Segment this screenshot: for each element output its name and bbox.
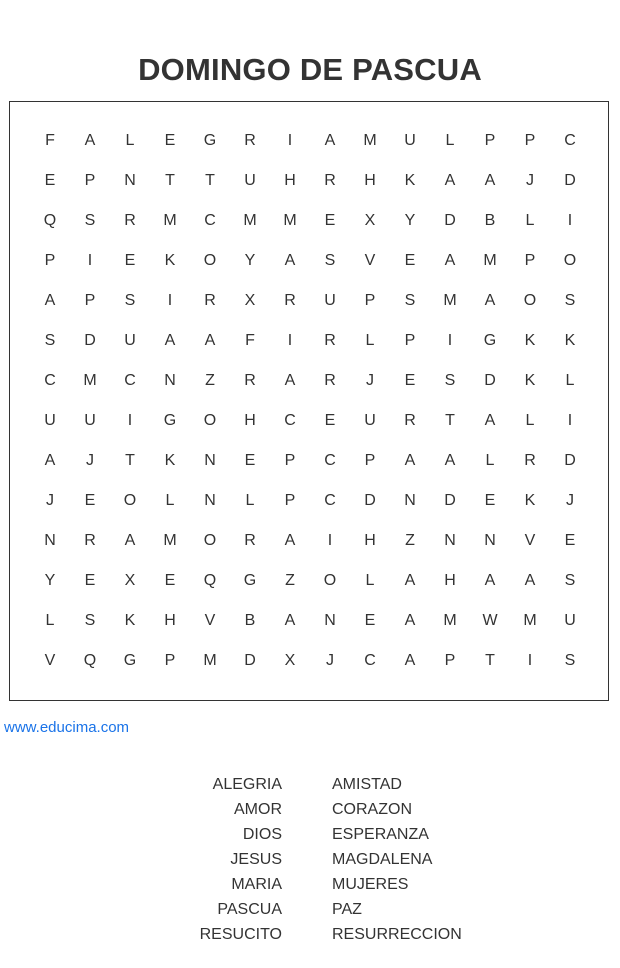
grid-letter[interactable]: L bbox=[445, 132, 455, 149]
grid-letter[interactable]: U bbox=[124, 332, 136, 349]
grid-letter[interactable]: I bbox=[567, 212, 573, 229]
grid-letter[interactable]: P bbox=[44, 252, 56, 269]
word-list-left-column bbox=[150, 772, 282, 947]
grid-letter[interactable]: A bbox=[444, 172, 456, 189]
grid-letter[interactable]: A bbox=[44, 292, 56, 309]
grid-letter[interactable]: M bbox=[443, 612, 457, 629]
page-title: DOMINGO DE PASCUA bbox=[138, 52, 482, 87]
grid-letter[interactable]: D bbox=[564, 452, 576, 469]
word-list-item: MUJERES bbox=[332, 876, 409, 893]
grid-letter[interactable]: A bbox=[284, 612, 296, 629]
grid-letter[interactable]: K bbox=[164, 252, 176, 269]
grid-letter[interactable]: M bbox=[163, 532, 177, 549]
grid-letter[interactable]: M bbox=[483, 252, 497, 269]
grid-letter[interactable]: I bbox=[287, 332, 293, 349]
grid-letter[interactable]: S bbox=[324, 252, 336, 269]
grid-letter[interactable]: U bbox=[44, 412, 56, 429]
grid-letter[interactable]: I bbox=[87, 252, 93, 269]
grid-letter[interactable]: R bbox=[324, 372, 336, 389]
grid-letter[interactable]: C bbox=[124, 372, 136, 389]
grid-letter[interactable]: U bbox=[364, 412, 376, 429]
grid-letter[interactable]: S bbox=[84, 212, 96, 229]
grid-letter[interactable]: X bbox=[284, 652, 296, 669]
grid-letter[interactable]: V bbox=[364, 252, 376, 269]
grid-letter[interactable]: X bbox=[244, 292, 256, 309]
grid-letter[interactable]: D bbox=[84, 332, 96, 349]
grid-letter[interactable]: A bbox=[404, 572, 416, 589]
grid-letter[interactable]: G bbox=[123, 652, 137, 669]
grid-letter[interactable]: I bbox=[447, 332, 453, 349]
grid-letter[interactable]: U bbox=[564, 612, 576, 629]
word-list-item: AMOR bbox=[234, 801, 282, 818]
grid-letter[interactable]: M bbox=[283, 212, 297, 229]
grid-letter[interactable]: M bbox=[523, 612, 537, 629]
grid-letter[interactable]: A bbox=[324, 132, 336, 149]
grid-letter[interactable]: Q bbox=[203, 572, 217, 589]
grid-letter[interactable]: K bbox=[524, 332, 536, 349]
site-link[interactable]: www.educima.com bbox=[4, 719, 130, 736]
grid-letter[interactable]: U bbox=[244, 172, 256, 189]
grid-letter[interactable]: L bbox=[565, 372, 575, 389]
grid-letter[interactable]: M bbox=[203, 652, 217, 669]
word-list-item: DIOS bbox=[242, 826, 282, 843]
grid-letter[interactable]: S bbox=[44, 332, 56, 349]
grid-letter[interactable]: K bbox=[524, 372, 536, 389]
grid-letter[interactable]: R bbox=[524, 452, 536, 469]
grid-letter[interactable]: L bbox=[45, 612, 55, 629]
grid-letter[interactable]: R bbox=[124, 212, 136, 229]
grid-letter[interactable]: L bbox=[125, 132, 135, 149]
grid-letter[interactable]: O bbox=[323, 572, 337, 589]
grid-letter[interactable]: C bbox=[324, 492, 336, 509]
grid-letter[interactable]: F bbox=[245, 332, 255, 349]
grid-letter[interactable]: I bbox=[167, 292, 173, 309]
grid-letter[interactable]: V bbox=[524, 532, 536, 549]
grid-letter[interactable]: E bbox=[404, 372, 416, 389]
grid-letter[interactable]: J bbox=[526, 172, 534, 189]
grid-letter[interactable]: H bbox=[244, 412, 256, 429]
grid-letter[interactable]: B bbox=[244, 612, 256, 629]
grid-letter[interactable]: I bbox=[287, 132, 293, 149]
grid-letter[interactable]: C bbox=[364, 652, 376, 669]
grid-letter[interactable]: Z bbox=[285, 572, 295, 589]
grid-letter[interactable]: S bbox=[444, 372, 456, 389]
grid-letter[interactable]: R bbox=[324, 332, 336, 349]
grid-letter[interactable]: Q bbox=[83, 652, 97, 669]
grid-letter[interactable]: A bbox=[524, 572, 536, 589]
grid-letter[interactable]: A bbox=[444, 452, 456, 469]
grid-letter[interactable]: I bbox=[567, 412, 573, 429]
grid-letter[interactable]: A bbox=[284, 252, 296, 269]
grid-letter[interactable]: A bbox=[404, 452, 416, 469]
grid-letter[interactable]: E bbox=[324, 212, 336, 229]
grid-letter[interactable]: N bbox=[204, 452, 216, 469]
word-list-item: PAZ bbox=[332, 901, 362, 918]
grid-letter[interactable]: S bbox=[404, 292, 416, 309]
grid-letter[interactable]: K bbox=[404, 172, 416, 189]
grid-letter[interactable]: G bbox=[163, 412, 177, 429]
grid-letter[interactable]: P bbox=[284, 492, 296, 509]
grid-letter[interactable]: J bbox=[86, 452, 94, 469]
word-list-item: MARIA bbox=[231, 876, 282, 893]
grid-letter[interactable]: E bbox=[44, 172, 56, 189]
grid-letter[interactable]: T bbox=[125, 452, 135, 469]
grid-letter[interactable]: M bbox=[363, 132, 377, 149]
grid-letter[interactable]: K bbox=[124, 612, 136, 629]
grid-letter[interactable]: E bbox=[404, 252, 416, 269]
grid-letter[interactable]: L bbox=[365, 332, 375, 349]
grid-letter[interactable]: E bbox=[164, 572, 176, 589]
grid-letter[interactable]: P bbox=[164, 652, 176, 669]
grid-letter[interactable]: S bbox=[564, 292, 576, 309]
grid-letter[interactable]: P bbox=[524, 252, 536, 269]
grid-letter[interactable]: V bbox=[44, 652, 56, 669]
grid-letter[interactable]: S bbox=[564, 572, 576, 589]
grid-letter[interactable]: C bbox=[204, 212, 216, 229]
grid-letter[interactable]: I bbox=[527, 652, 533, 669]
grid-letter[interactable]: L bbox=[525, 212, 535, 229]
grid-letter[interactable]: O bbox=[203, 252, 217, 269]
grid-letter[interactable]: O bbox=[203, 532, 217, 549]
grid-letter[interactable]: D bbox=[564, 172, 576, 189]
grid-letter[interactable]: A bbox=[84, 132, 96, 149]
grid-letter[interactable]: T bbox=[485, 652, 495, 669]
word-list-item: RESURRECCION bbox=[332, 926, 462, 943]
grid-letter[interactable]: Z bbox=[205, 372, 215, 389]
grid-letter[interactable]: R bbox=[404, 412, 416, 429]
grid-letter[interactable]: D bbox=[244, 652, 256, 669]
grid-letter[interactable]: R bbox=[244, 372, 256, 389]
grid-letter[interactable]: A bbox=[404, 652, 416, 669]
grid-letter[interactable]: H bbox=[444, 572, 456, 589]
grid-letter[interactable]: Y bbox=[244, 252, 256, 269]
grid-letter[interactable]: T bbox=[165, 172, 175, 189]
grid-letter[interactable]: A bbox=[484, 572, 496, 589]
grid-letter[interactable]: E bbox=[484, 492, 496, 509]
grid-letter[interactable]: P bbox=[524, 132, 536, 149]
grid-letter[interactable]: U bbox=[84, 412, 96, 429]
grid-letter[interactable]: E bbox=[84, 572, 96, 589]
grid-letter[interactable]: Q bbox=[43, 212, 57, 229]
grid-letter[interactable]: R bbox=[324, 172, 336, 189]
grid-letter[interactable]: H bbox=[364, 532, 376, 549]
grid-letter[interactable]: J bbox=[366, 372, 374, 389]
grid-letter[interactable]: T bbox=[445, 412, 455, 429]
grid-letter[interactable]: R bbox=[284, 292, 296, 309]
grid-letter[interactable]: A bbox=[404, 612, 416, 629]
grid-letter[interactable]: O bbox=[563, 252, 577, 269]
grid-letter[interactable]: K bbox=[524, 492, 536, 509]
grid-letter[interactable]: L bbox=[245, 492, 255, 509]
grid-letter[interactable]: E bbox=[84, 492, 96, 509]
grid-letter[interactable]: I bbox=[327, 532, 333, 549]
grid-letter[interactable]: C bbox=[564, 132, 576, 149]
grid-letter[interactable]: X bbox=[364, 212, 376, 229]
grid-letter[interactable]: V bbox=[204, 612, 216, 629]
grid-letter[interactable]: P bbox=[284, 452, 296, 469]
grid-letter[interactable]: C bbox=[324, 452, 336, 469]
grid-letter[interactable]: B bbox=[484, 212, 496, 229]
grid-letter[interactable]: Y bbox=[404, 212, 416, 229]
grid-letter[interactable]: J bbox=[566, 492, 574, 509]
grid-letter[interactable]: E bbox=[164, 132, 176, 149]
grid-letter[interactable]: O bbox=[123, 492, 137, 509]
grid-letter[interactable]: N bbox=[44, 532, 56, 549]
word-list-item: CORAZON bbox=[332, 801, 412, 818]
word-list-item: PASCUA bbox=[217, 901, 282, 918]
grid-letter[interactable]: S bbox=[564, 652, 576, 669]
grid-letter[interactable]: A bbox=[484, 172, 496, 189]
grid-letter[interactable]: A bbox=[124, 532, 136, 549]
grid-letter[interactable]: D bbox=[484, 372, 496, 389]
grid-letter[interactable]: K bbox=[164, 452, 176, 469]
grid-letter[interactable]: D bbox=[364, 492, 376, 509]
word-list-right-column bbox=[332, 772, 532, 947]
grid-letter[interactable]: E bbox=[244, 452, 256, 469]
word-search-grid-frame bbox=[9, 101, 609, 701]
grid-letter[interactable]: G bbox=[243, 572, 257, 589]
grid-letter[interactable]: P bbox=[84, 292, 96, 309]
grid-letter[interactable]: Y bbox=[44, 572, 56, 589]
grid-letter[interactable]: A bbox=[164, 332, 176, 349]
grid-letter[interactable]: X bbox=[124, 572, 136, 589]
grid-letter[interactable]: U bbox=[404, 132, 416, 149]
grid-letter[interactable]: M bbox=[163, 212, 177, 229]
grid-letter[interactable]: G bbox=[483, 332, 497, 349]
grid-letter[interactable]: L bbox=[165, 492, 175, 509]
grid-letter[interactable]: C bbox=[44, 372, 56, 389]
grid-letter[interactable]: A bbox=[284, 372, 296, 389]
grid-letter[interactable]: F bbox=[45, 132, 55, 149]
grid-letter[interactable]: S bbox=[124, 292, 136, 309]
grid-letter[interactable]: E bbox=[564, 532, 576, 549]
grid-letter[interactable]: P bbox=[484, 132, 496, 149]
grid-letter[interactable]: A bbox=[444, 252, 456, 269]
grid-letter[interactable]: M bbox=[443, 292, 457, 309]
grid-letter[interactable]: N bbox=[404, 492, 416, 509]
grid-letter[interactable]: E bbox=[324, 412, 336, 429]
grid-letter[interactable]: N bbox=[484, 532, 496, 549]
grid-letter[interactable]: A bbox=[284, 532, 296, 549]
grid-letter[interactable]: P bbox=[364, 452, 376, 469]
word-list-item: MAGDALENA bbox=[332, 851, 433, 868]
grid-letter[interactable]: H bbox=[164, 612, 176, 629]
grid-letter[interactable]: C bbox=[284, 412, 296, 429]
grid-letter[interactable]: E bbox=[124, 252, 136, 269]
grid-letter[interactable]: M bbox=[243, 212, 257, 229]
word-list-item: ESPERANZA bbox=[332, 826, 429, 843]
grid-letter[interactable]: U bbox=[324, 292, 336, 309]
grid-letter[interactable]: H bbox=[364, 172, 376, 189]
grid-letter[interactable]: J bbox=[46, 492, 54, 509]
grid-letter[interactable]: N bbox=[444, 532, 456, 549]
grid-letter[interactable]: W bbox=[482, 612, 498, 629]
grid-letter[interactable]: P bbox=[364, 292, 376, 309]
word-list-item: RESUCITO bbox=[199, 926, 282, 943]
grid-letter[interactable]: L bbox=[525, 412, 535, 429]
grid-letter[interactable]: R bbox=[244, 132, 256, 149]
grid-letter[interactable]: N bbox=[204, 492, 216, 509]
grid-letter[interactable]: T bbox=[205, 172, 215, 189]
word-list-item: JESUS bbox=[230, 851, 282, 868]
grid-letter[interactable]: D bbox=[444, 492, 456, 509]
grid-letter[interactable]: G bbox=[203, 132, 217, 149]
grid-letter[interactable]: Z bbox=[405, 532, 415, 549]
grid-letter[interactable]: N bbox=[324, 612, 336, 629]
grid-letter[interactable]: A bbox=[44, 452, 56, 469]
word-list-item: ALEGRIA bbox=[212, 776, 282, 793]
grid-letter[interactable]: S bbox=[84, 612, 96, 629]
grid-letter[interactable]: A bbox=[204, 332, 216, 349]
grid-letter[interactable]: O bbox=[523, 292, 537, 309]
grid-letter[interactable]: R bbox=[204, 292, 216, 309]
grid-letter[interactable]: L bbox=[485, 452, 495, 469]
grid-letter[interactable]: H bbox=[284, 172, 296, 189]
grid-letter[interactable]: D bbox=[444, 212, 456, 229]
grid-letter[interactable]: L bbox=[365, 572, 375, 589]
grid-letter[interactable]: J bbox=[326, 652, 334, 669]
grid-letter[interactable]: R bbox=[84, 532, 96, 549]
grid-letter[interactable]: N bbox=[164, 372, 176, 389]
grid-letter[interactable]: A bbox=[484, 412, 496, 429]
grid-letter[interactable]: P bbox=[84, 172, 96, 189]
grid-letter[interactable]: R bbox=[244, 532, 256, 549]
grid-letter[interactable]: K bbox=[564, 332, 576, 349]
grid-letter[interactable]: A bbox=[484, 292, 496, 309]
grid-letter[interactable]: N bbox=[124, 172, 136, 189]
grid-letter[interactable]: O bbox=[203, 412, 217, 429]
grid-letter[interactable]: I bbox=[127, 412, 133, 429]
grid-letter[interactable]: P bbox=[444, 652, 456, 669]
grid-letter[interactable]: P bbox=[404, 332, 416, 349]
grid-letter[interactable]: M bbox=[83, 372, 97, 389]
word-list-item: AMISTAD bbox=[332, 776, 402, 793]
word-search-grid bbox=[30, 121, 590, 681]
grid-letter[interactable]: E bbox=[364, 612, 376, 629]
